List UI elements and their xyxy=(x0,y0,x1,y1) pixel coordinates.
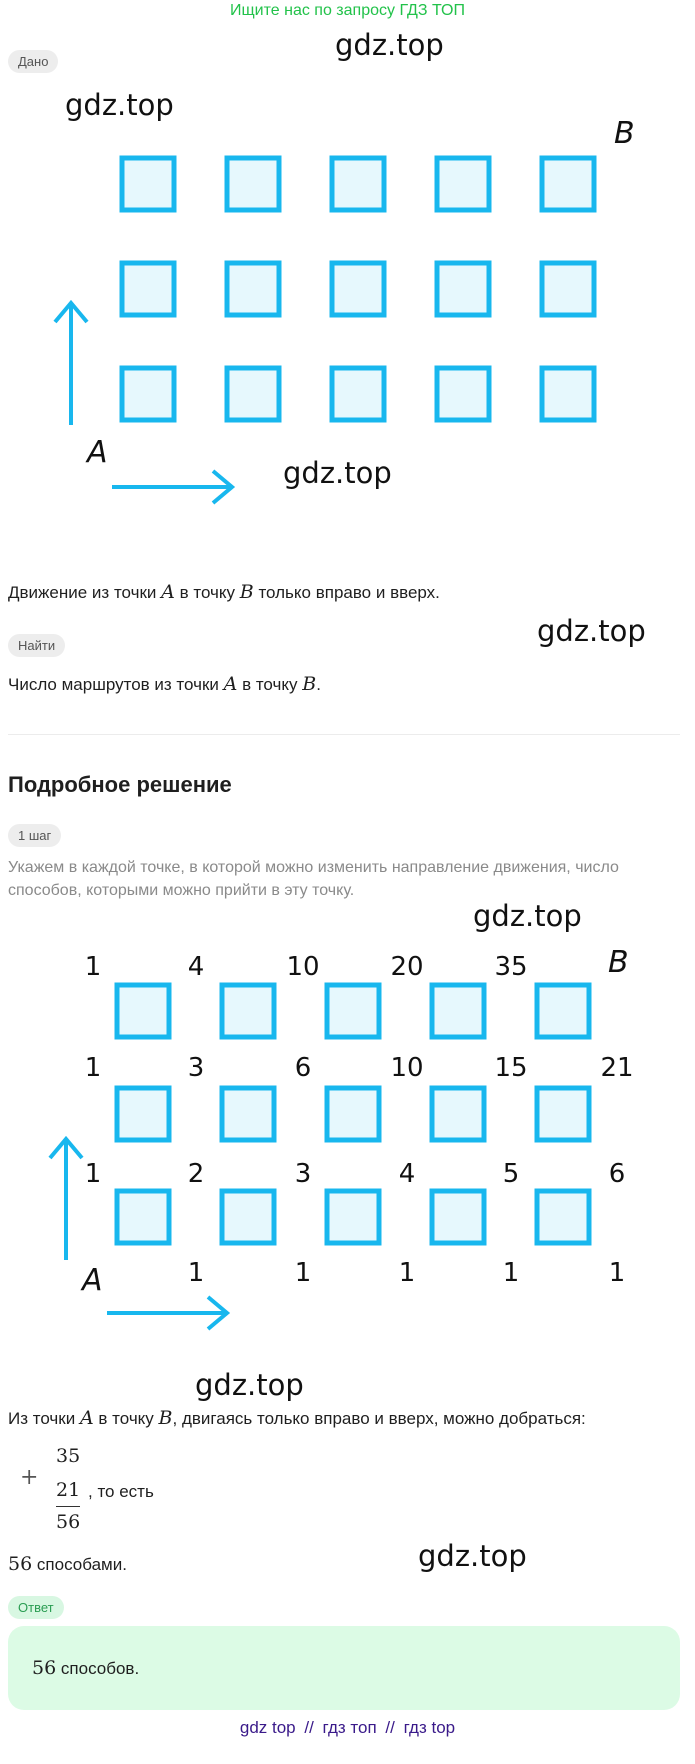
step-text: Укажем в каждой точке, в которой можно изменить направление движения, число способов, которыми можно прийти в эту точку. xyxy=(8,859,619,899)
grid-square xyxy=(432,1191,484,1243)
solution-heading: Подробное решение xyxy=(8,772,232,797)
point-a-label: A xyxy=(82,1263,103,1298)
route-count: 3 xyxy=(187,1053,205,1083)
grid-square xyxy=(432,1088,484,1140)
grid-square xyxy=(537,1088,589,1140)
grid-square xyxy=(542,158,594,210)
footer-link[interactable]: гдз топ xyxy=(322,1718,377,1737)
grid-square xyxy=(117,1088,169,1140)
sum-suffix: , то есть xyxy=(88,1482,154,1501)
grid-square xyxy=(122,368,174,420)
footer-link[interactable]: gdz top xyxy=(239,1718,296,1737)
footer-separator: // xyxy=(304,1718,314,1737)
grid-square xyxy=(327,1191,379,1243)
ways-text: 56 способами. xyxy=(8,1553,127,1575)
grid-square xyxy=(222,985,274,1037)
sum-term-2: 21 xyxy=(56,1479,81,1501)
watermark: gdz.top xyxy=(65,88,174,122)
grid-square xyxy=(327,1088,379,1140)
grid-square xyxy=(537,1191,589,1243)
route-count: 10 xyxy=(390,1053,424,1083)
grid-square xyxy=(332,368,384,420)
route-count: 10 xyxy=(286,952,320,982)
step-label: 1 шаг xyxy=(8,824,61,847)
grid-square xyxy=(227,158,279,210)
grid-square xyxy=(122,158,174,210)
route-count: 2 xyxy=(187,1159,205,1189)
route-count: 1 xyxy=(187,1258,205,1288)
watermark: gdz.top xyxy=(195,1368,304,1402)
grid-square xyxy=(327,985,379,1037)
footer-link[interactable]: гдз top xyxy=(403,1718,456,1737)
grid-square xyxy=(227,263,279,315)
route-count: 3 xyxy=(294,1159,312,1189)
route-count: 1 xyxy=(84,1159,102,1189)
route-count: 5 xyxy=(502,1159,520,1189)
watermark: gdz.top xyxy=(335,28,444,62)
grid-square xyxy=(542,368,594,420)
grid-square xyxy=(122,263,174,315)
sum-line xyxy=(56,1506,80,1507)
watermark: gdz.top xyxy=(537,614,646,648)
sum-total: 56 xyxy=(56,1511,81,1533)
grid-square xyxy=(437,158,489,210)
route-count: 1 xyxy=(398,1258,416,1288)
footer-separator: // xyxy=(385,1718,395,1737)
grid-square xyxy=(332,158,384,210)
route-count: 20 xyxy=(390,952,424,982)
result-text: Из точки A в точку B, двигаясь только вправо и вверх, можно добраться: xyxy=(8,1407,586,1429)
given-grid-figure xyxy=(0,100,695,570)
answer-text: 56 способов. xyxy=(32,1657,140,1679)
route-count: 4 xyxy=(187,952,205,982)
grid-square xyxy=(117,1191,169,1243)
find-label: Найти xyxy=(8,634,65,657)
route-count: 1 xyxy=(502,1258,520,1288)
divider xyxy=(8,734,680,735)
grid-square xyxy=(222,1088,274,1140)
route-count: 15 xyxy=(494,1053,528,1083)
grid-square xyxy=(222,1191,274,1243)
point-b-label: B xyxy=(608,945,629,980)
route-count: 1 xyxy=(608,1258,626,1288)
answer-label: Ответ xyxy=(8,1596,64,1619)
watermark: gdz.top xyxy=(418,1539,527,1573)
watermark: gdz.top xyxy=(283,456,392,490)
grid-square xyxy=(437,263,489,315)
grid-square xyxy=(332,263,384,315)
given-label: Дано xyxy=(8,50,58,73)
given-condition: Движение из точки A в точку B только вправо и вверх. xyxy=(8,581,440,603)
grid-square xyxy=(432,985,484,1037)
route-count: 1 xyxy=(84,952,102,982)
square-grid xyxy=(122,158,594,420)
find-text: Число маршрутов из точки A в точку B. xyxy=(8,673,321,695)
route-count: 6 xyxy=(608,1159,626,1189)
grid-square xyxy=(227,368,279,420)
point-b-label: B xyxy=(614,116,635,151)
square-grid xyxy=(117,985,589,1243)
grid-square xyxy=(537,985,589,1037)
grid-square xyxy=(117,985,169,1037)
plus-sign: + xyxy=(20,1465,39,1490)
search-banner: Ищите нас по запросу ГДЗ ТОП xyxy=(230,2,465,19)
route-count: 1 xyxy=(294,1258,312,1288)
sum-term-1: 35 xyxy=(56,1445,81,1467)
route-count: 21 xyxy=(600,1053,634,1083)
route-count: 1 xyxy=(84,1053,102,1083)
route-count: 4 xyxy=(398,1159,416,1189)
watermark: gdz.top xyxy=(473,899,582,933)
footer-links xyxy=(0,1718,695,1738)
solution-grid-figure xyxy=(0,930,695,1350)
route-count: 35 xyxy=(494,952,528,982)
grid-square xyxy=(437,368,489,420)
grid-square xyxy=(542,263,594,315)
point-a-label: A xyxy=(87,435,108,470)
route-count: 6 xyxy=(294,1053,312,1083)
